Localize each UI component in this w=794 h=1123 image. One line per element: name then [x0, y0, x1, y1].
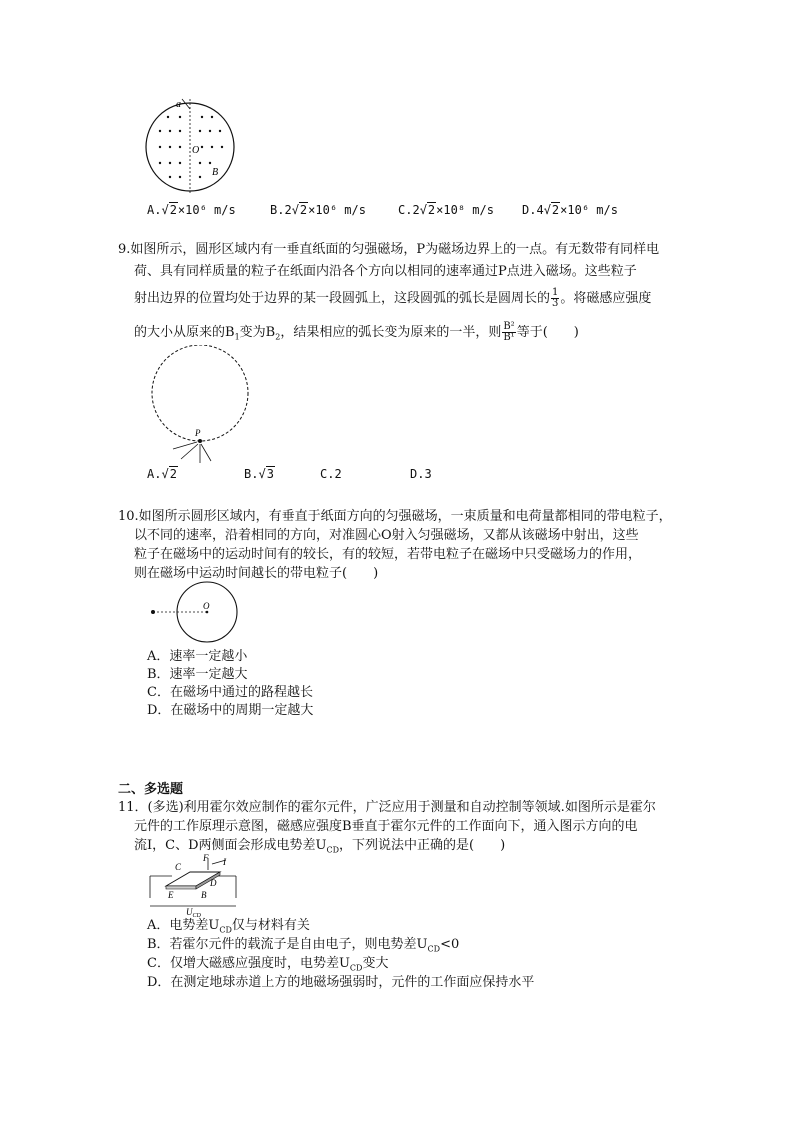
q11-option-b: B．若霍尔元件的载流子是自由电子，则电势差$U_{CD}<0$: [147, 937, 460, 954]
q11-line-2: 元件的工作原理示意图，磁感应强度B垂直于霍尔元件的工作面向下，通入图示方向的电: [134, 819, 638, 834]
q9-option-d: D.3: [410, 467, 432, 481]
q9-option-c: C.2: [320, 467, 342, 481]
q10-option-d: D．在磁场中的周期一定越大: [147, 703, 314, 718]
q9-point-p: [198, 439, 202, 443]
q8-magnetic-field-figure: [140, 95, 250, 195]
section-title-multiple-choice: 二、多选题: [118, 782, 184, 797]
q10-option-a: A．速率一定越小: [147, 649, 248, 664]
q11-label-c: C: [175, 862, 182, 872]
q9-dashed-circle-figure: [145, 345, 255, 470]
q9-option-b: B.√3: [244, 467, 274, 481]
q10-line-4: 则在磁场中运动时间越长的带电粒子( ): [134, 566, 379, 581]
q8-label-o: O: [192, 145, 200, 156]
q9-line-1: 9.如图所示，圆形区域内有一垂直纸面的匀强磁场，P为磁场边界上的一点。有无数带有同样电: [118, 242, 660, 257]
q8-option-c: C.2√2×10⁸ m/s: [398, 203, 494, 217]
q10-option-c: C．在磁场中通过的路程越长: [147, 685, 313, 700]
q10-line-1: 10.如图所示圆形区域内，有垂直于纸面方向的匀强磁场，一束质量和电荷量都相同的带电粒子，: [118, 509, 672, 524]
q11-label-i: I: [223, 857, 226, 867]
q10-circle-figure: [145, 578, 245, 648]
q11-label-f: F: [203, 853, 209, 863]
q10-line-3: 粒子在磁场中的运动时间有的较长，有的较短，若带电粒子在磁场中只受磁场力的作用，: [134, 547, 642, 562]
q10-center-point: [206, 611, 209, 614]
q10-option-b: B．速率一定越大: [147, 667, 248, 682]
q10-label-o: O: [203, 601, 210, 611]
q8-label-a: a: [176, 99, 181, 110]
q9-fraction-one-third: $\frac{1}{3}$: [552, 287, 559, 309]
q10-line-2: 以不同的速率，沿着相同的方向，对准圆心O射入匀强磁场，又都从该磁场中射出，这些: [134, 528, 639, 543]
q8-option-b: B.2√2×10⁶ m/s: [270, 203, 366, 217]
q11-line-1: 11．(多选)利用霍尔效应制作的霍尔元件，广泛应用于测量和自动控制等领域.如图所示是霍尔: [118, 800, 656, 815]
q11-option-c: C．仅增大磁感应强度时，电势差$U_{CD}$变大: [147, 956, 389, 973]
q11-label-u: $U_{CD}$: [186, 907, 201, 918]
q9-line-3: 射出边界的位置均处于边界的某一段圆弧上，这段圆弧的弧长是圆周长的 $\frac{1}{3}$ 。将磁感应强度: [134, 287, 652, 309]
q11-line-3: 流I，C、D两侧面会形成电势差$U_{CD}$，下列说法中正确的是( ): [134, 838, 506, 855]
q9-label-p: P: [195, 428, 201, 438]
q9-option-a: A.√2: [147, 467, 177, 481]
q9-line-4: 的大小从原来的$B_1$变为$B_2$，结果相应的弧长变为原来的一半，则 $\frac{\text{B²}}{\text{B¹}}$ 等于( ): [134, 321, 579, 343]
q11-label-d: D: [210, 878, 217, 888]
q8-label-b: B: [212, 167, 219, 178]
q11-label-b: B: [201, 890, 207, 900]
q8-option-d: D.4√2×10⁶ m/s: [522, 203, 618, 217]
q11-hall-element-figure: [148, 850, 243, 918]
q9-fraction-b-ratio: $\frac{\text{B²}}{\text{B¹}}$: [503, 321, 515, 343]
q11-label-e: E: [168, 890, 174, 900]
q8-option-a: A.√2×10⁶ m/s: [147, 203, 236, 217]
q11-hall-plate-side: [166, 886, 196, 889]
q9-entry-arrows: [173, 442, 211, 463]
q11-option-a: A．电势差$U_{CD}$仅与材料有关: [147, 918, 310, 935]
q9-field-boundary-circle: [152, 345, 248, 441]
q9-line-2: 荷、具有同样质量的粒子在纸面内沿各个方向以相同的速率通过P点进入磁场。这些粒子: [134, 264, 637, 279]
q11-option-d: D．在测定地球赤道上方的地磁场强弱时，元件的工作面应保持水平: [147, 975, 535, 990]
